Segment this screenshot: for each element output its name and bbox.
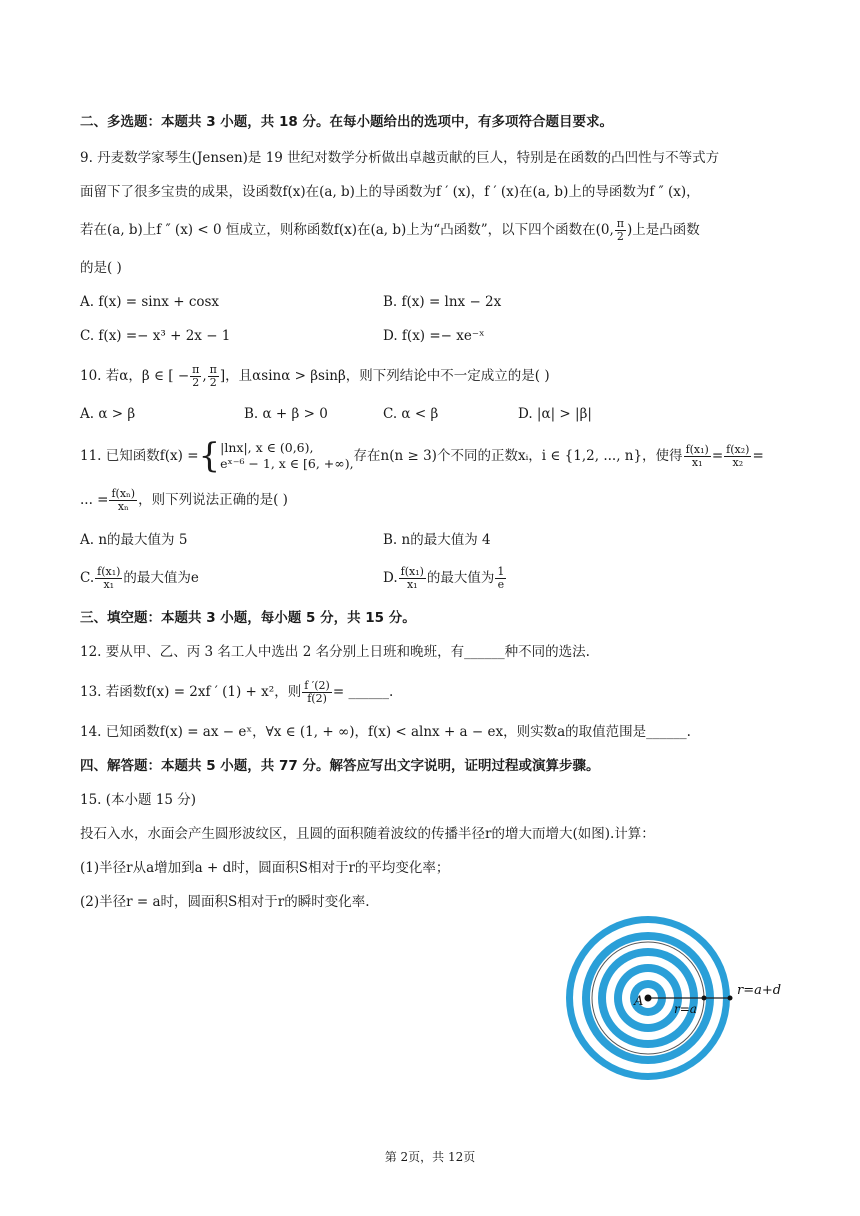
fraction-denominator: x₁ — [103, 578, 115, 591]
label-r-equals-a: r=a — [674, 1002, 697, 1016]
q9-option-c: C. f(x) =− x³ + 2x − 1 — [80, 328, 231, 344]
q11-stem-middle: 存在n(n ≥ 3)个不同的正数xᵢ，i ∈ {1,2, ..., n}，使得 — [353, 448, 683, 464]
q10-stem-start: 10. 若α，β ∈ [ − — [80, 368, 190, 384]
label-r-equals-a-plus-d: r=a+d — [737, 983, 782, 998]
fraction-numerator: f ′(2) — [304, 679, 330, 692]
q13-fraction — [302, 680, 332, 705]
q11-option-d — [383, 566, 507, 591]
piecewise-cases — [220, 440, 353, 472]
q11-line2-end: ，则下列说法正确的是( ) — [138, 492, 288, 508]
q9-line3-start: 若在(a, b)上f ″ (x) < 0 恒成立，则称函数f(x)在(a, b)上为“凸函数”，以下四个函数在(0, — [80, 222, 614, 238]
pi-over-2-fraction — [208, 364, 219, 389]
q9-option-b: B. f(x) = lnx − 2x — [383, 294, 502, 310]
fx1-over-x1 — [399, 566, 426, 591]
q11-option-c — [80, 566, 199, 591]
fraction-denominator: x₁ — [406, 578, 418, 591]
q13-end: = ______. — [332, 684, 394, 700]
q9-line3 — [80, 218, 700, 243]
one-over-e-fraction — [495, 566, 506, 591]
q11-option-a: A. n的最大值为 5 — [80, 532, 188, 548]
q9-line1: 9. 丹麦数学家琴生(Jensen)是 19 世纪对数学分析做出卓越贡献的巨人，特别是在函数的凸凹性与不等式方 — [80, 150, 720, 166]
q10-option-d: D. |α| > |β| — [518, 406, 592, 422]
fraction-numerator: f(x₂) — [726, 442, 750, 456]
q15-line1: 投石入水，水面会产生圆形波纹区，且圆的面积随着波纹的传播半径r的增大而增大(如图).计算： — [80, 826, 655, 842]
q10-option-a: A. α > β — [80, 406, 136, 422]
fraction-denominator: e — [497, 578, 505, 591]
q10-option-c: C. α < β — [383, 406, 439, 422]
center-point-A — [645, 995, 652, 1002]
q13-start: 13. 若函数f(x) = 2xf ′ (1) + x²，则 — [80, 684, 302, 700]
q12-text: 12. 要从甲、乙、丙 3 名工人中选出 2 名分别上日班和晚班，有______种不同的选法. — [80, 644, 590, 660]
q11-stem-start: 11. 已知函数f(x) = — [80, 448, 199, 464]
fraction-numerator: f(x₁) — [400, 565, 424, 578]
q11-line2-start: ... = — [80, 492, 109, 508]
outer-radius-point — [728, 996, 733, 1001]
fraction-numerator: f(x₁) — [97, 565, 121, 578]
ripple-figure — [560, 913, 800, 1083]
fraction-denominator: 2 — [192, 376, 200, 389]
q11-line1: 11. 已知函数f(x) ={ |lnx|, x ∈ (0,6), eˣ⁻⁶ − 1, x ∈ [6, +∞), 存在n(n ≥ 3)个不同的正数xᵢ，i ∈ {1,2, ..., n}，使得 $\frac{\text{f(x₁)}}{\text{x₁}}$ = $\frac{\text{f(x₂)}}{\text{x₂}}$ = — [80, 436, 764, 476]
inner-radius-point — [702, 996, 707, 1001]
fx2-over-x2 — [724, 444, 751, 469]
section-title-multiple-choice: 二、多选题：本题共 3 小题，共 18 分。在每小题给出的选项中，有多项符合题目要求。 — [80, 114, 613, 130]
piecewise-brace: { — [198, 436, 221, 476]
section-title-answer: 四、解答题：本题共 5 小题，共 77 分。解答应写出文字说明，证明过程或演算步骤。 — [80, 758, 600, 774]
option-label: D. — [383, 570, 398, 586]
fraction-numerator: f(xₙ) — [111, 487, 136, 500]
fraction-denominator: 2 — [616, 230, 624, 243]
option-label: C. — [80, 570, 95, 586]
piecewise-case-1: |lnx|, x ∈ (0,6), — [220, 440, 314, 455]
q15-line3: (2)半径r = a时，圆面积S相对于r的瞬时变化率. — [80, 894, 370, 910]
page-footer: 第 2页，共 12页 — [384, 1150, 476, 1164]
q9-option-d: D. f(x) =− xe⁻ˣ — [383, 328, 485, 344]
label-A: A — [634, 994, 644, 1009]
q9-line4: 的是( ) — [80, 260, 122, 276]
q15-heading: 15. (本小题 15 分) — [80, 792, 197, 808]
q13-text — [80, 680, 393, 705]
q14-text: 14. 已知函数f(x) = ax − eˣ，∀x ∈ (1, + ∞)，f(x) < alnx + a − ex，则实数a的取值范围是______. — [80, 724, 691, 740]
fraction-denominator: x₂ — [732, 455, 744, 469]
q15-line2: (1)半径r从a增加到a + d时，圆面积S相对于r的平均变化率； — [80, 860, 450, 876]
section-title-fill-in: 三、填空题：本题共 3 小题，每小题 5 分，共 15 分。 — [80, 610, 416, 626]
q10-option-b: B. α + β > 0 — [244, 406, 328, 422]
option-text: 的最大值为e — [123, 570, 199, 586]
fraction-numerator: π — [192, 363, 200, 376]
piecewise-case-2: eˣ⁻⁶ − 1, x ∈ [6, +∞), — [220, 456, 354, 471]
q9-option-a: A. f(x) = sinx + cosx — [80, 294, 220, 310]
fraction-numerator: f(x₁) — [685, 442, 709, 456]
pi-over-2-fraction — [615, 218, 626, 243]
fraction-numerator: π — [616, 217, 624, 230]
fraction-numerator: π — [209, 363, 217, 376]
q11-line2 — [80, 488, 288, 513]
fraction-denominator: f(2) — [307, 692, 327, 705]
fraction-denominator: x₁ — [691, 455, 703, 469]
option-text: 的最大值为 — [426, 570, 495, 586]
q10-stem: 10. 若α，β ∈ [ − $\frac{\pi}{2}$ , $\frac{\pi}{2}$ ]，且αsinα > βsinβ，则下列结论中不一定成立的是( ) — [80, 363, 550, 389]
q11-option-b: B. n的最大值为 4 — [383, 532, 491, 548]
pi-over-2-fraction — [190, 364, 201, 389]
fraction-denominator: xₙ — [117, 500, 129, 513]
q9-line3-end: )上是凸函数 — [627, 222, 700, 238]
fraction-denominator: 2 — [209, 376, 217, 389]
q10-stem-end: ]，且αsinα > βsinβ，则下列结论中不一定成立的是( ) — [219, 368, 550, 384]
fraction-numerator: 1 — [497, 565, 505, 578]
fxn-over-xn — [109, 488, 137, 513]
fx1-over-x1 — [684, 444, 711, 469]
fx1-over-x1 — [95, 566, 122, 591]
q9-line2: 面留下了很多宝贵的成果，设函数f(x)在(a, b)上的导函数为f ′ (x)，f ′ (x)在(a, b)上的导函数为f ″ (x)， — [80, 184, 700, 200]
